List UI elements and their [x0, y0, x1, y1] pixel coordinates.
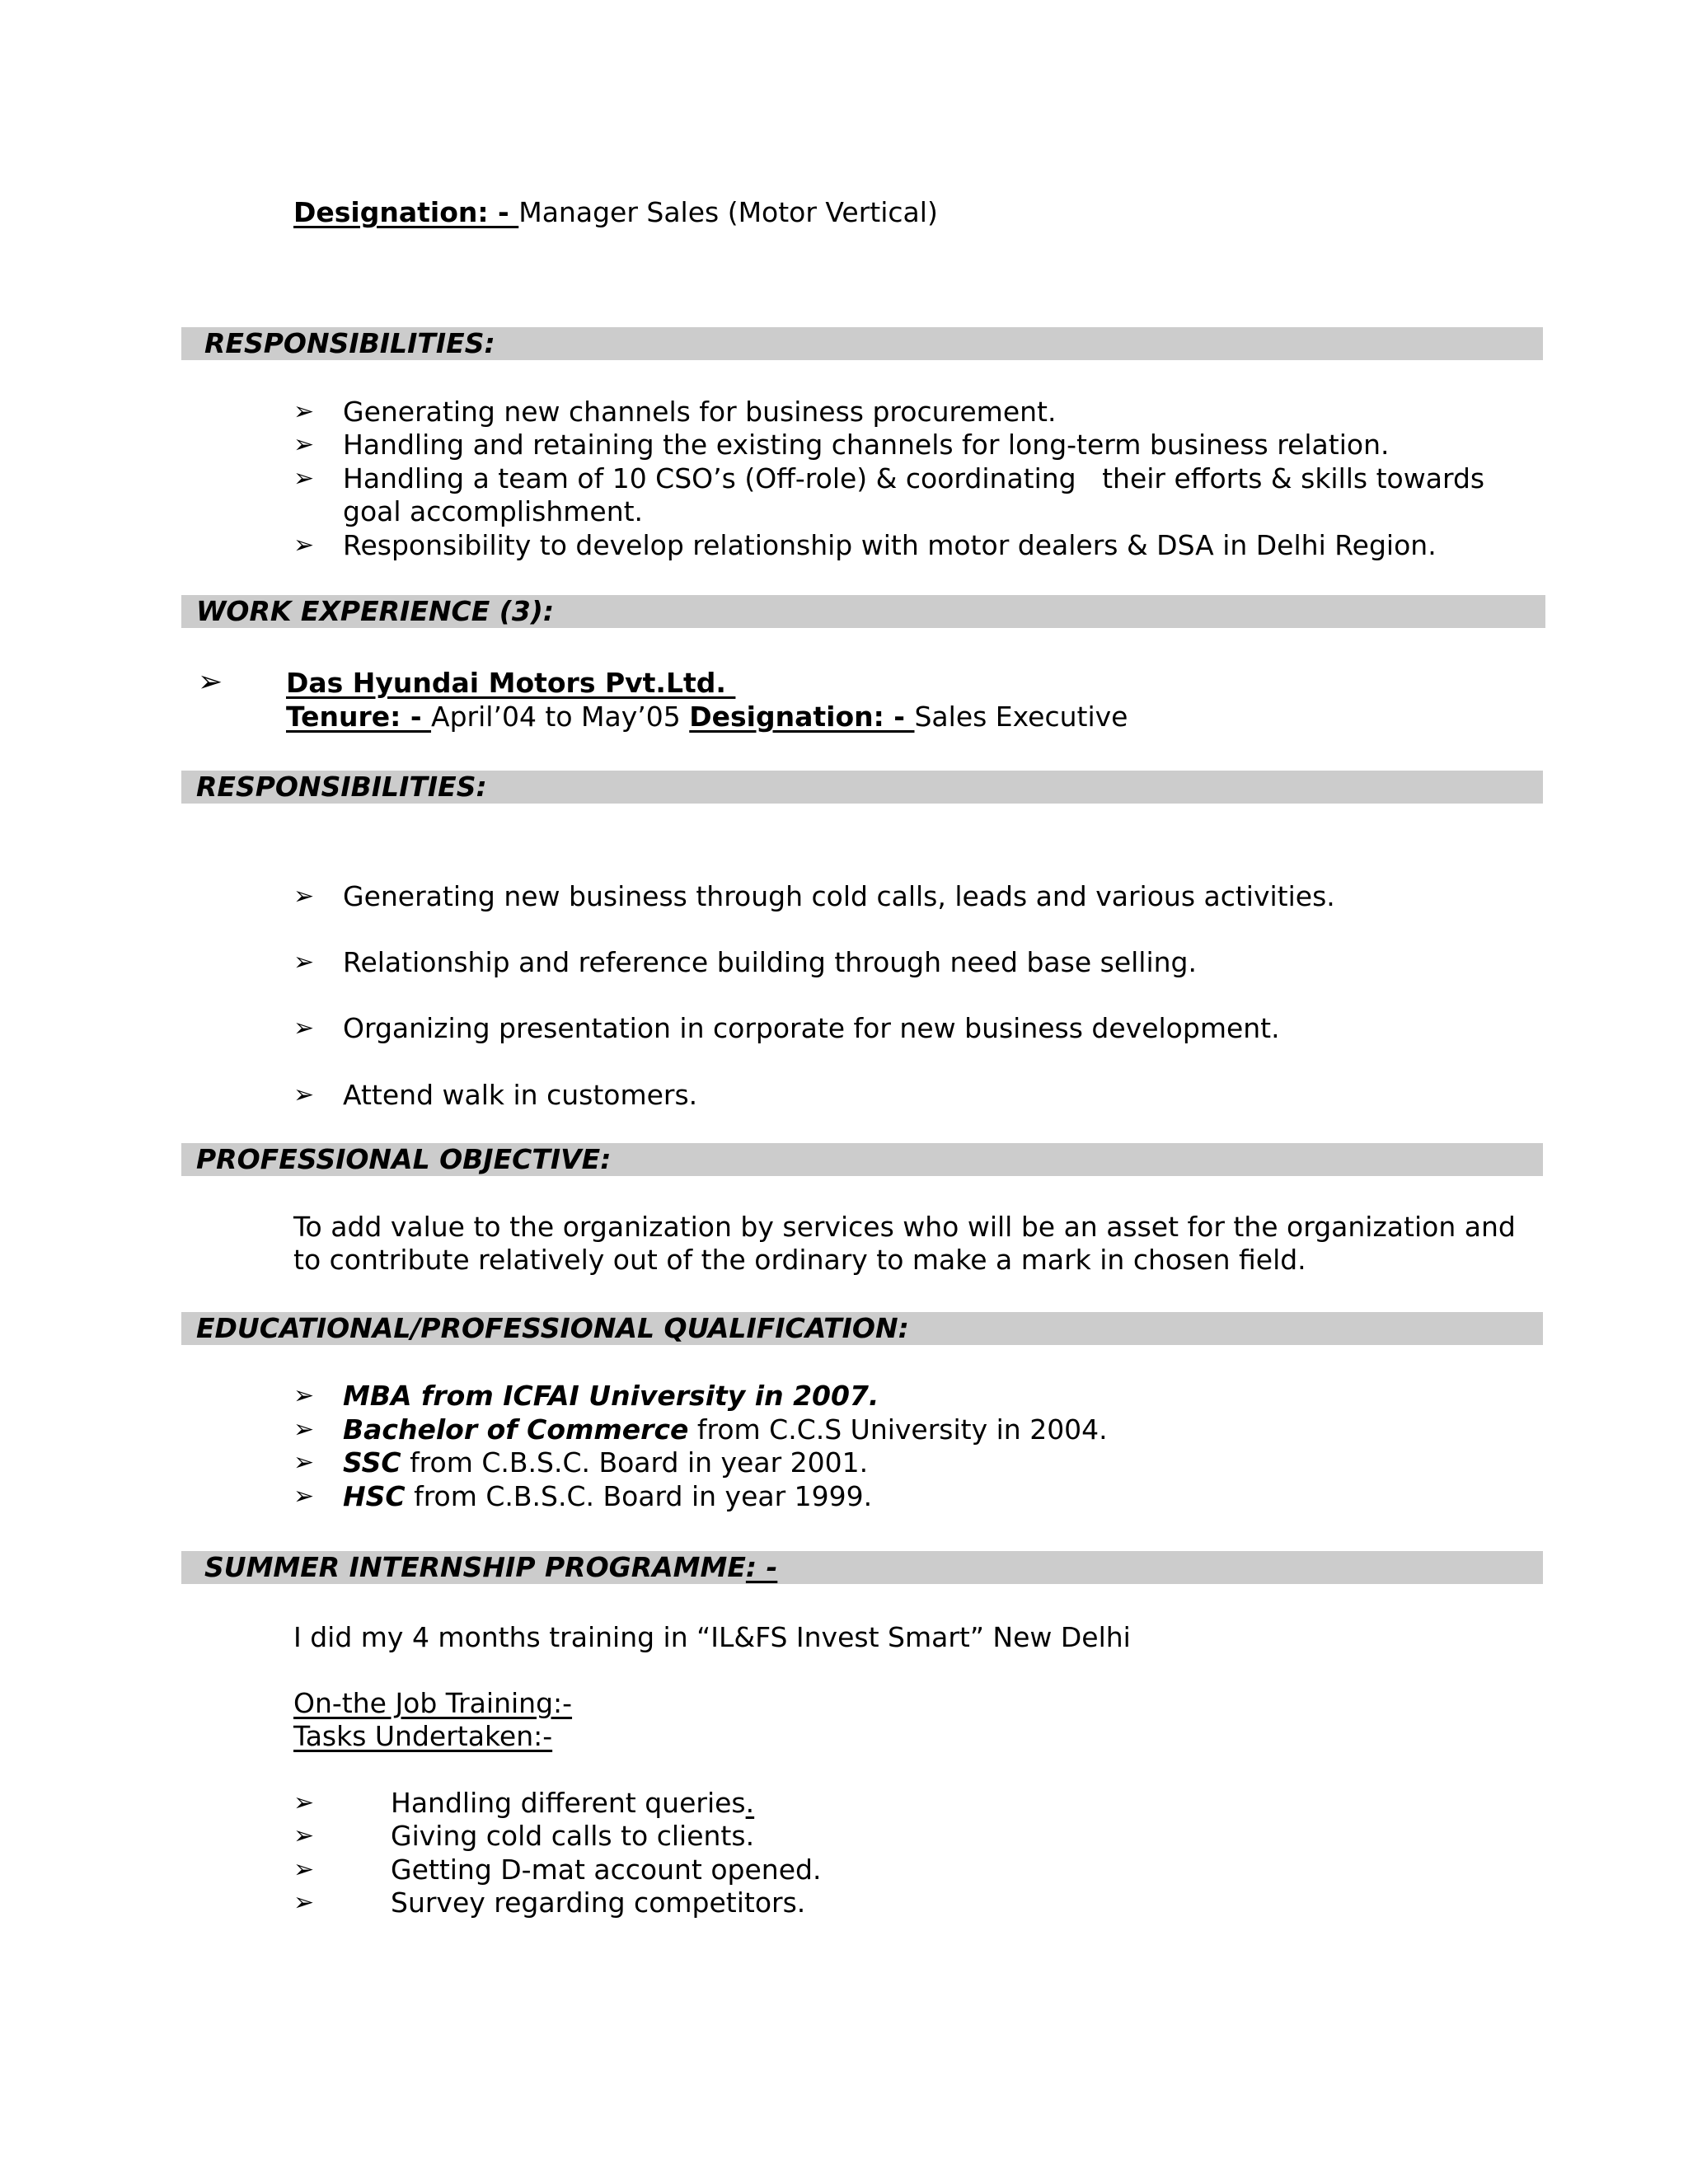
arrow-bullet-icon: ➢	[293, 1821, 315, 1850]
tasks-undertaken-heading: Tasks Undertaken:-	[293, 1720, 553, 1752]
objective-line-2: to contribute relatively out of the ordinary to make a mark in chosen field.	[293, 1244, 1306, 1276]
list-item	[391, 1787, 754, 1820]
task-text: Handling different queries	[391, 1787, 746, 1819]
arrow-bullet-icon: ➢	[293, 531, 315, 560]
list-item: Survey regarding competitors.	[391, 1886, 806, 1919]
objective-line-1: To add value to the organization by services who will be an asset for the organization and	[293, 1211, 1516, 1243]
designation-value: Manager Sales (Motor Vertical)	[518, 196, 938, 228]
arrow-bullet-icon: ➢	[293, 1014, 315, 1043]
arrow-bullet-icon: ➢	[293, 1482, 315, 1511]
arrow-bullet-icon: ➢	[293, 1415, 315, 1444]
section-title-responsibilities: RESPONSIBILITIES:	[204, 327, 495, 359]
qualification-bold: HSC	[343, 1480, 406, 1512]
section-title-responsibilities-2: RESPONSIBILITIES:	[196, 771, 487, 803]
qualification-rest: from C.B.S.C. Board in year 2001.	[401, 1446, 869, 1479]
work-designation-value: Sales Executive	[914, 701, 1128, 733]
section-title-internship-suffix: : -	[745, 1551, 778, 1583]
designation-label: Designation: -	[293, 196, 519, 228]
list-item	[343, 1380, 879, 1413]
arrow-bullet-icon: ➢	[293, 1381, 315, 1410]
list-item: Organizing presentation in corporate for new business development.	[343, 1012, 1280, 1044]
list-item: Giving cold calls to clients.	[391, 1820, 755, 1852]
company-name-text: Das Hyundai Motors Pvt.Ltd.	[286, 667, 736, 699]
list-item: Getting D-mat account opened.	[391, 1854, 822, 1886]
arrow-bullet-icon: ➢	[198, 665, 223, 699]
arrow-bullet-icon: ➢	[293, 1788, 315, 1817]
list-item: Generating new channels for business procurement.	[343, 396, 1057, 428]
arrow-bullet-icon: ➢	[293, 1888, 315, 1917]
qualification-rest: from C.B.S.C. Board in year 1999.	[405, 1480, 873, 1512]
arrow-bullet-icon: ➢	[293, 430, 315, 459]
designation-line	[293, 196, 938, 229]
tenure-value: April’04 to May’05	[431, 701, 690, 733]
arrow-bullet-icon: ➢	[293, 1448, 315, 1477]
qualification-rest: from C.C.S University in 2004.	[688, 1413, 1108, 1446]
section-title-internship-main: SUMMER INTERNSHIP PROGRAMME	[204, 1551, 746, 1583]
list-item: Relationship and reference building through need base selling.	[343, 946, 1197, 978]
list-item: Handling and retaining the existing channels for long-term business relation.	[343, 429, 1390, 461]
arrow-bullet-icon: ➢	[293, 397, 315, 426]
qualification-bold: Bachelor of Commerce	[343, 1413, 689, 1446]
section-title-work-experience: WORK EXPERIENCE (3):	[196, 595, 555, 627]
tenure-label: Tenure: -	[286, 701, 432, 733]
arrow-bullet-icon: ➢	[293, 882, 315, 911]
section-bar-work-experience	[181, 595, 1545, 628]
list-item: Attend walk in customers.	[343, 1079, 698, 1111]
section-title-education: EDUCATIONAL/PROFESSIONAL QUALIFICATION:	[196, 1312, 909, 1344]
section-bar-professional-objective	[181, 1143, 1543, 1176]
list-item: Handling a team of 10 CSO’s (Off-role) & coordinating their efforts & skills towards	[343, 462, 1485, 494]
on-the-job-training-heading: On-the Job Training:-	[293, 1687, 573, 1719]
arrow-bullet-icon: ➢	[293, 1855, 315, 1884]
company-name	[286, 667, 735, 700]
section-bar-education	[181, 1312, 1543, 1345]
section-title-internship	[204, 1551, 777, 1584]
list-item: Generating new business through cold calls, leads and various activities.	[343, 880, 1335, 912]
tenure-line	[286, 701, 1128, 733]
section-bar-internship	[181, 1551, 1543, 1584]
internship-intro: I did my 4 months training in “IL&FS Invest Smart” New Delhi	[293, 1621, 1131, 1653]
section-bar-responsibilities	[181, 327, 1543, 360]
arrow-bullet-icon: ➢	[293, 1080, 315, 1109]
work-designation-label: Designation: -	[689, 701, 915, 733]
task-suffix: .	[745, 1787, 755, 1819]
qualification-bold: MBA from ICFAI University in 2007.	[343, 1380, 879, 1412]
qualification-bold: SSC	[343, 1446, 401, 1479]
list-item	[343, 1446, 868, 1479]
arrow-bullet-icon: ➢	[293, 464, 315, 493]
list-item	[343, 1480, 872, 1513]
arrow-bullet-icon: ➢	[293, 948, 315, 977]
list-item: Responsibility to develop relationship with motor dealers & DSA in Delhi Region.	[343, 529, 1437, 561]
section-bar-responsibilities-2	[181, 771, 1543, 804]
list-item	[343, 1413, 1108, 1446]
list-item-continuation: goal accomplishment.	[343, 495, 644, 527]
section-title-professional-objective: PROFESSIONAL OBJECTIVE:	[196, 1143, 612, 1175]
